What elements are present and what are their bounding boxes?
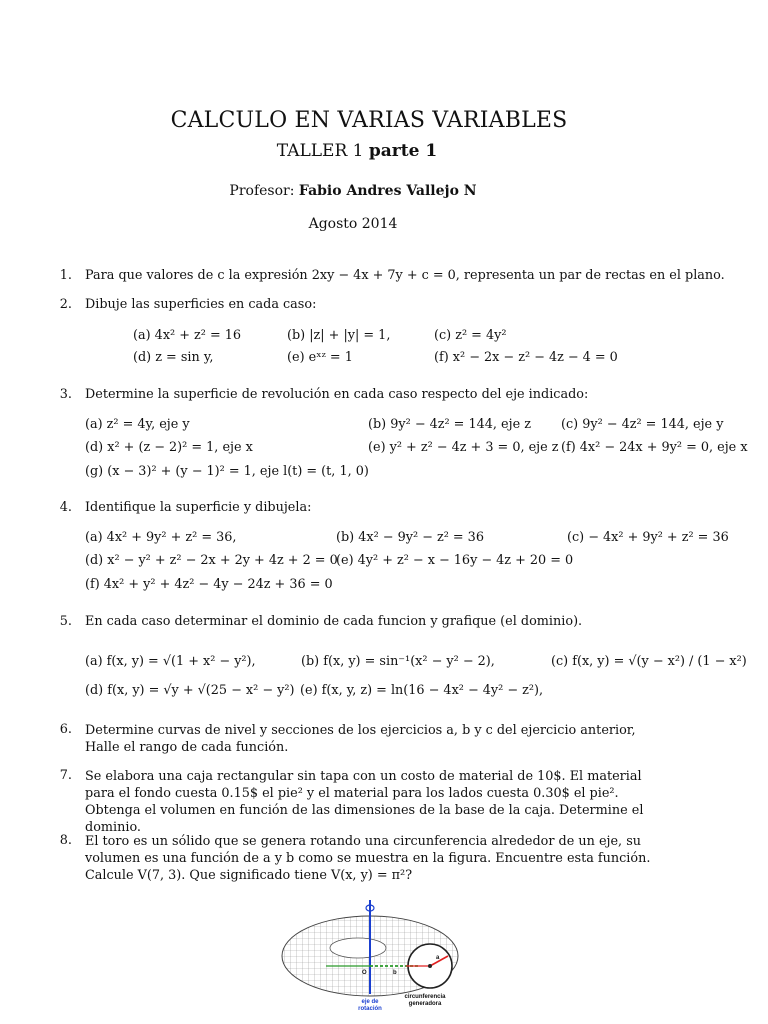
document-title: CALCULO EN VARIAS VARIABLES — [170, 108, 568, 133]
professor-line — [0, 183, 706, 199]
problem-3-text: Determine la superficie de revolución en cada caso respecto del eje indicado: — [85, 387, 589, 402]
problem-2-item-e: (e) eˣᶻ = 1 — [287, 350, 353, 365]
problem-3-number: 3. — [59, 387, 72, 402]
problem-5-item-a: (a) f(x, y) = √(1 + x² − y²), — [85, 654, 256, 669]
center-dot — [428, 964, 432, 968]
problem-7-number: 7. — [59, 768, 72, 783]
problem-1-text: Para que valores de c la expresión 2xy − 4x + 7y + c = 0, representa un par de rectas en el plano. — [85, 268, 725, 283]
problem-5-item-d: (d) f(x, y) = √y + √(25 − x² − y²) — [85, 683, 295, 698]
problem-2-text: Dibuje las superficies en cada caso: — [85, 297, 317, 312]
problem-2-item-b: (b) |z| + |y| = 1, — [287, 328, 391, 343]
document-date: Agosto 2014 — [308, 216, 398, 232]
problem-3-item-d: (d) x² + (z − 2)² = 1, eje x — [85, 440, 253, 455]
subtitle-prefix: TALLER 1 — [276, 141, 364, 161]
problem-4-text: Identifique la superficie y dibujela: — [85, 500, 312, 515]
label-b: b — [393, 970, 397, 976]
circle-label-2: generadora — [408, 1001, 442, 1007]
problem-4-item-b: (b) 4x² − 9y² − z² = 36 — [336, 530, 484, 545]
problem-2-item-a: (a) 4x² + z² = 16 — [133, 328, 242, 343]
problem-5-item-b: (b) f(x, y) = sin⁻¹(x² − y² − 2), — [301, 654, 495, 669]
problem-3-item-c: (c) 9y² − 4z² = 144, eje y — [561, 417, 724, 432]
problem-5-number: 5. — [59, 614, 72, 629]
problem-8-text: El toro es un sólido que se genera rotando una circunferencia alrededor de un eje, su volumen es una función de a y b como se muestra en la figura. Encuentre esta función. Calcule V(7, 3). Que significado tiene V(x, y) = π²? — [85, 834, 651, 883]
document-subtitle — [0, 141, 714, 161]
problem-4-item-f: (f) 4x² + y² + 4z² − 4y − 24z + 36 = 0 — [85, 577, 333, 592]
problem-2-number: 2. — [59, 297, 72, 312]
subtitle-bold: parte 1 — [368, 141, 438, 161]
problem-3-item-a: (a) z² = 4y, eje y — [85, 417, 190, 432]
problem-8-number: 8. — [59, 833, 72, 848]
problem-5-text: En cada caso determinar el dominio de cada funcion y grafique (el dominio). — [85, 614, 583, 629]
professor-label: Profesor: — [229, 183, 295, 199]
problem-5-item-e: (e) f(x, y, z) = ln(16 − 4x² − 4y² − z²), — [300, 683, 544, 698]
circle-label-1: circunferencia — [404, 994, 446, 1000]
problem-4-item-d: (d) x² − y² + z² − 2x + 2y + 4z + 2 = 0 — [85, 553, 338, 568]
problem-4-number: 4. — [59, 500, 72, 515]
label-a: a — [436, 955, 440, 961]
axis-label-2: rotación — [358, 1006, 382, 1012]
problem-3-item-g: (g) (x − 3)² + (y − 1)² = 1, eje l(t) = (t, 1, 0) — [85, 464, 369, 479]
problem-6-text: Determine curvas de nivel y secciones de los ejercicios a, b y c del ejercicio anterior, Halle el rango de cada función. — [85, 723, 636, 755]
problem-7-text: Se elabora una caja rectangular sin tapa con un costo de material de 10$. El material para el fondo cuesta 0.15$ el pie² y el material para los lados cuesta 0.30$ el pie². Obtenga el volumen en función de las dimensiones de la base de la caja. Determine el dominio. — [85, 769, 644, 835]
torus-hole — [330, 938, 386, 958]
problem-6-number: 6. — [59, 722, 72, 737]
torus-figure — [278, 896, 478, 1020]
problem-1-number: 1. — [59, 268, 72, 283]
problem-2-item-c: (c) z² = 4y² — [434, 328, 507, 343]
label-o: O — [362, 970, 367, 976]
problem-5-item-c: (c) f(x, y) = √(y − x²) / (1 − x²) — [551, 654, 747, 669]
axis-label-1: eje de — [361, 999, 379, 1005]
problem-2-item-f: (f) x² − 2x − z² − 4z − 4 = 0 — [434, 350, 618, 365]
problem-3-item-f: (f) 4x² − 24x + 9y² = 0, eje x — [561, 440, 748, 455]
problem-4-item-e: (e) 4y² + z² − x − 16y − 4z + 20 = 0 — [336, 553, 574, 568]
problem-4-item-a: (a) 4x² + 9y² + z² = 36, — [85, 530, 237, 545]
problem-4-item-c: (c) − 4x² + 9y² + z² = 36 — [567, 530, 729, 545]
professor-name: Fabio Andres Vallejo N — [298, 183, 477, 199]
problem-2-item-d: (d) z = sin y, — [133, 350, 214, 365]
problem-3-item-b: (b) 9y² − 4z² = 144, eje z — [368, 417, 531, 432]
problem-3-item-e: (e) y² + z² − 4z + 3 = 0, eje z — [368, 440, 559, 455]
